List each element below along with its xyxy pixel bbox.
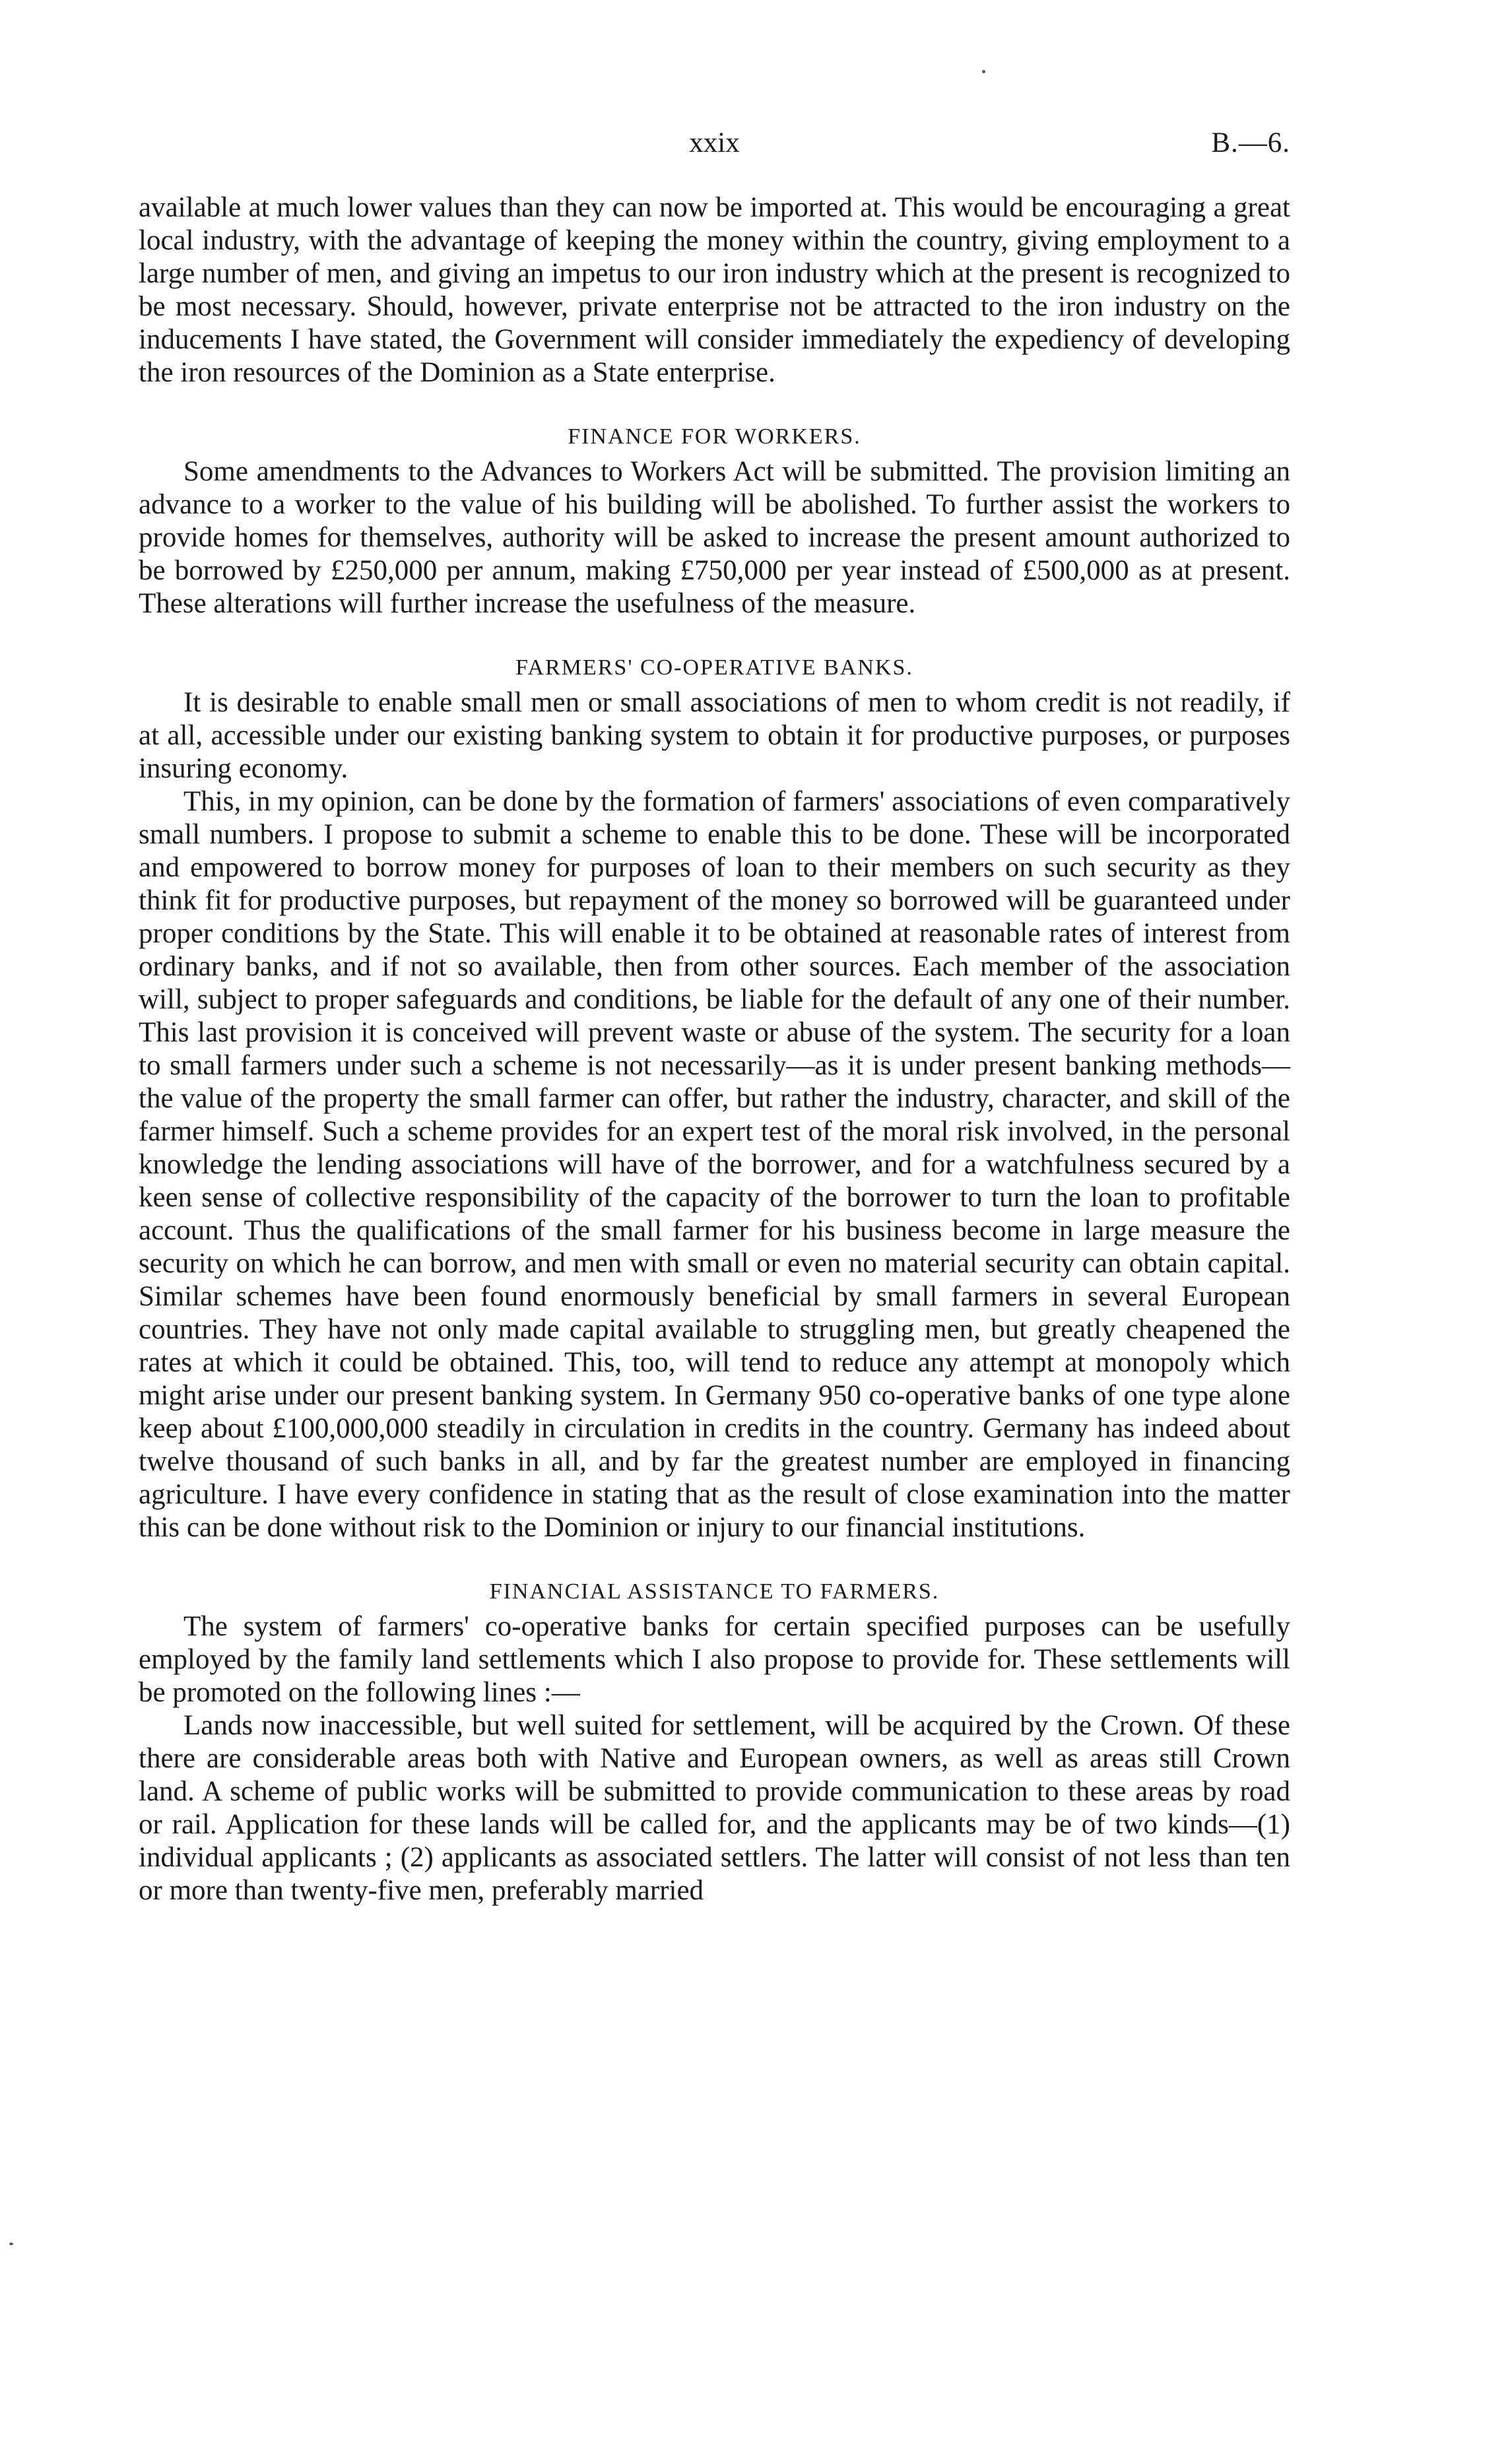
- finance-for-workers-paragraph: Some amendments to the Advances to Workers Act will be submitted. The provision limiting an advance to a worker to the value of his building will be abolished. To further assist the workers to provide homes for themselves, authority will be asked to increase the present amount authorized to be borrowed by £250,000 per annum, making £750,000 per year instead of £500,000 as at present. These alterations will further increase the usefulness of the measure.: [139, 456, 1290, 619]
- section-heading-farmers-banks: FARMERS' CO-OPERATIVE BANKS.: [515, 655, 913, 680]
- farmers-banks-paragraph-1: It is desirable to enable small men or small associations of men to whom credit is not readily, if at all, accessible under our existing banking system to obtain it for productive purposes, or purposes insuring economy.: [139, 687, 1290, 784]
- opening-paragraph: available at much lower values than they can now be imported at. This would be encouraging a great local industry, with the advantage of keeping the money within the country, giving employment to a large number of men, and giving an impetus to our iron industry which at the present is recognized to be most necessary. Should, however, private enterprise not be attracted to the iron industry on the inducements I have stated, the Government will consider immediately the expediency of developing the iron resources of the Dominion as a State enterprise.: [139, 192, 1290, 388]
- financial-assistance-paragraph-1: The system of farmers' co-operative banks for certain specified purposes can be usefully employed by the family land settlements which I also propose to provide for. These settlements will be promoted on the following lines :—: [139, 1611, 1290, 1708]
- page-body: [139, 191, 1290, 1907]
- scan-speck: [9, 2243, 13, 2245]
- page-header: [139, 127, 1290, 166]
- financial-assistance-paragraph-2: Lands now inaccessible, but well suited for settlement, will be acquired by the Crown. Of these there are considerable areas both with Native and European owners, as well as areas still Crown land. A scheme of public works will be submitted to provide communication to these areas by road or rail. Application for these lands will be called for, and the applicants may be of two kinds—(1) individual applicants ; (2) applicants as associated settlers. The latter will consist of not less than ten or more than twenty-five men, preferably married: [139, 1710, 1290, 1906]
- section-heading-finance-for-workers: FINANCE FOR WORKERS.: [568, 424, 861, 449]
- farmers-banks-paragraph-2: This, in my opinion, can be done by the formation of farmers' associations of even comparatively small numbers. I propose to submit a scheme to enable this to be done. These will be incorporated and empowered to borrow money for purposes of loan to their members on such security as they think fit for productive purposes, but repayment of the money so borrowed will be guaranteed under proper conditions by the State. This will enable it to be obtained at reasonable rates of interest from ordinary banks, and if not so available, then from other sources. Each member of the association will, subject to proper safeguards and conditions, be liable for the default of any one of their number. This last provision it is conceived will prevent waste or abuse of the system. The security for a loan to small farmers under such a scheme is not necessarily—as it is under present banking methods—the value of the property the small farmer can offer, but rather the industry, character, and skill of the farmer himself. Such a scheme provides for an expert test of the moral risk involved, in the personal knowledge the lending associations will have of the borrower, and for a watchfulness secured by a keen sense of collective responsibility of the capacity of the borrower to turn the loan to profitable account. Thus the qualifications of the small farmer for his business become in large measure the security on which he can borrow, and men with small or even no material security can obtain capital. Similar schemes have been found enormously beneficial by small farmers in several European countries. They have not only made capital available to struggling men, but greatly cheapened the rates at which it could be obtained. This, too, will tend to reduce any attempt at monopoly which might arise under our present banking system. In Germany 950 co-operative banks of one type alone keep about £100,000,000 steadily in circulation in credits in the country. Germany has indeed about twelve thousand of such banks in all, and by far the greatest number are employed in financing agriculture. I have every confidence in stating that as the result of close examination into the matter this can be done without risk to the Dominion or injury to our financial institutions.: [139, 786, 1290, 1543]
- document-reference: B.—6.: [1211, 127, 1290, 158]
- scan-speck: [982, 70, 985, 73]
- section-heading-financial-assistance: FINANCIAL ASSISTANCE TO FARMERS.: [489, 1579, 940, 1604]
- page-number: xxix: [689, 127, 740, 158]
